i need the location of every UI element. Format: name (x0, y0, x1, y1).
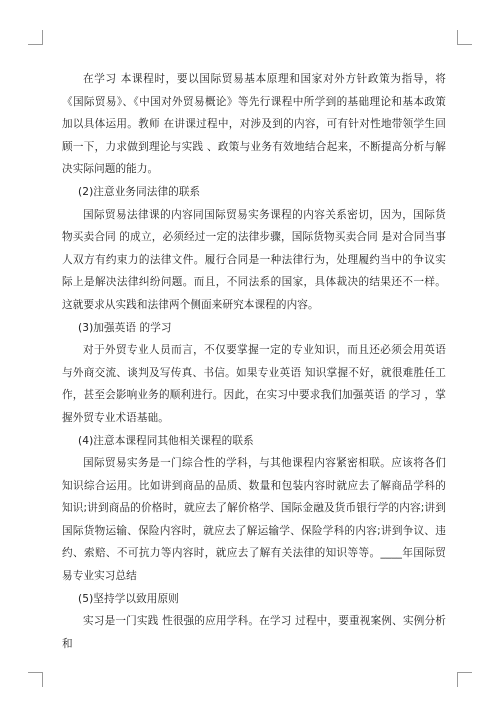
crop-mark-top-right (457, 30, 472, 45)
section-heading-2: (2)注意业务同法律的联系 (78, 185, 201, 198)
crop-mark-bottom-right (457, 672, 472, 687)
section-heading-4: (4)注意本课程同其他相关课程的联系 (78, 434, 254, 447)
paragraph-practice: 实习是一门实践 性很强的应用学科。在学习 过程中，要重视案例、实例分析和 (62, 615, 446, 650)
crop-mark-bottom-left (28, 672, 43, 687)
document-body (62, 68, 446, 655)
section-heading-3: (3)加强英语 的学习 (78, 321, 172, 334)
crop-mark-top-left (28, 30, 43, 45)
paragraph-intro: 在学习 本课程时，要以国际贸易基本原理和国家对外方针政策为指导，将《国际贸易》、《中国对外贸易概论》等先行课程中所学到的基础理论和基本政策加以具体运用。教师 在讲课过程中，对涉及到的内容，可有针对性地带领学生回顾一下，力求做到理论与实践 、政策与业务有效地结合起来，不断提高分析与解决实际问题的能力。 (62, 73, 446, 176)
section-heading-5: (5)坚持学以致用原则 (78, 592, 179, 605)
paragraph-related-courses: 国际贸易实务是一门综合性的学科，与其他课程内容紧密相联。应该将各们知识综合运用。比如讲到商品的品质、数量和包装内容时就应去了解商品学科的知识;讲到商品的价格时，就应去了解价格学、国际金融及货币银行学的内容;讲到国际货物运输、保险内容时，就应去了解运输学、保险学科的内容;讲到争议、违约、索赔、不可抗力等内容时，就应去了解有关法律的知识等等。____年国际贸易专业实习总结 (62, 457, 446, 583)
paragraph-english: 对于外贸专业人员而言，不仅要掌握一定的专业知识，而且还必须会用英语 与外商交流、谈判及写传真、书信。如果专业英语 知识掌握不好，就很难胜任工作，甚至会影响业务的顺利进行。因此，在实习中要求我们加强英语 的学习 ，掌握外贸专业术语基础。 (62, 344, 446, 424)
paragraph-law: 国际贸易法律课的内容同国际贸易实务课程的内容关系密切，因为，国际货物买卖合同 的成立，必须经过一定的法律步骤，国际货物买卖合同 是对合同当事人双方有约束力的法律文件。履行合同是一种法律行为，处理履约当中的争议实际上是解决法律纠纷问题。而且，不同法系的国家，具体裁决的结果还不一样。这就要求从实践和法律两个侧面来研究本课程的内容。 (62, 208, 446, 311)
